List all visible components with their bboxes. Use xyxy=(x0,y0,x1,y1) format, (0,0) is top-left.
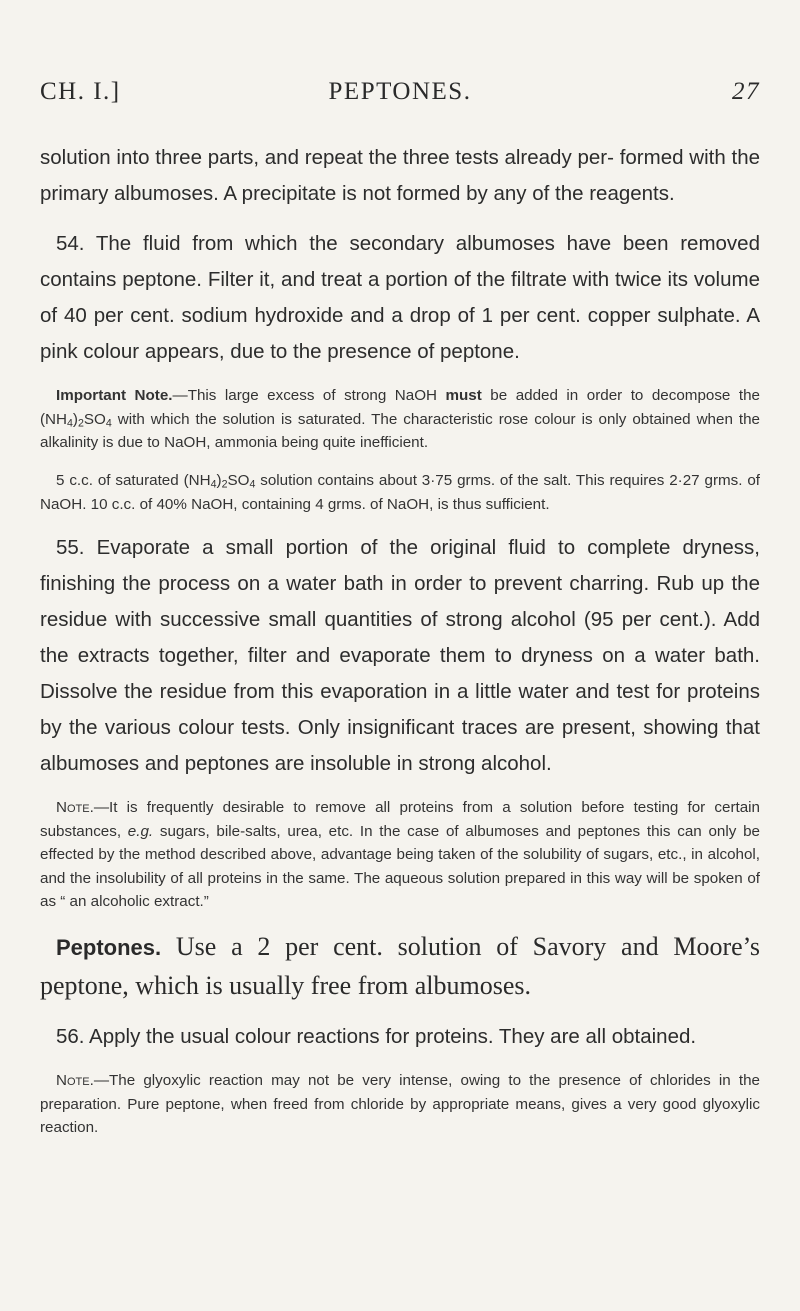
paragraph-55: 55. Evaporate a small portion of the original fluid to complete dryness, finishing the process on a water bath in order to prevent charring. Rub up the residue with successive small quantities of strong alcohol (95 per cent.). Add the extracts together, filter and evaporate them to dryness on a water bath. Dissolve the residue from this evaporation in a little water and test for proteins by the various colour tests. Only insignificant traces are present, showing that albumoses and peptones are insoluble in strong alcohol. xyxy=(40,536,760,775)
note-label: Note. xyxy=(56,1072,94,1089)
peptones-heading xyxy=(40,928,760,1005)
important-note-text: SO xyxy=(83,410,106,428)
note-text: sugars, bile-salts, urea, etc. In the case of albumoses and peptones this can only be effected by the method described above, advantage being taken of the solubility of sugars, etc., in alcohol, and the insolubility of all proteins in the same. The aqueous solution prepared in this way will be spoken of as “ an alcoholic extract.” xyxy=(40,822,760,910)
eg-abbreviation: e.g. xyxy=(127,822,154,840)
important-note-text: —This large excess of strong NaOH xyxy=(172,387,446,404)
subscript: 4 xyxy=(249,478,256,491)
peptones-heading-text: Use a 2 per cent. solution of Savory and Moore’s peptone, which is usually free from albumoses. xyxy=(40,932,760,1000)
paragraph-56: 56. Apply the usual colour reactions for proteins. They are all obtained. xyxy=(56,1025,697,1048)
important-note-label: Important Note. xyxy=(56,387,173,404)
calc-note-text: solution contains about 3·75 grms. of the salt. This requires 2·27 grms. of NaOH. 10 c.c. of 40% NaOH, containing 4 grms. of NaOH, is thus sufficient. xyxy=(40,472,761,513)
important-note xyxy=(40,384,760,455)
calc-note-text: 5 c.c. of saturated (NH xyxy=(56,472,211,489)
must-emphasis: must xyxy=(445,387,482,404)
note-text: —It is frequently desirable to remove all proteins from a solution before testing for certain substances, xyxy=(40,799,760,840)
chapter-label: CH. I.] xyxy=(40,78,121,105)
running-title: PEPTONES. xyxy=(328,78,472,105)
paragraph-54: 54. The fluid from which the secondary albumoses have been removed contains peptone. Filter it, and treat a portion of the filtrate with twice its volume of 40 per cent. sodium hydroxide and a drop of 1 per cent. copper sulphate. A pink colour appears, due to the presence of peptone. xyxy=(40,232,760,363)
important-note-text: with which the solution is saturated. The characteristic rose colour is only obtained when the alkalinity is due to NaOH, ammonia being quite inefficient. xyxy=(40,410,760,451)
important-note-text: be added in order to decompose the (NH xyxy=(40,387,760,428)
subscript: 2 xyxy=(221,478,228,491)
page-number: 27 xyxy=(732,78,760,105)
calculation-note xyxy=(40,469,760,516)
continuation-paragraph: solution into three parts, and repeat the three tests already per- formed with the primary albumoses. A precipitate is not formed by any of the reagents. xyxy=(40,146,760,205)
subscript: 4 xyxy=(105,417,112,430)
subscript: 4 xyxy=(67,417,73,430)
subscript: 4 xyxy=(210,478,217,491)
peptones-label: Peptones. xyxy=(56,935,162,960)
note-label: Note. xyxy=(56,799,94,816)
note-alcoholic-extract xyxy=(40,796,760,914)
running-header xyxy=(40,78,760,118)
note-glyoxylic xyxy=(40,1069,760,1140)
note-text: —The glyoxylic reaction may not be very intense, owing to the presence of chlorides in the preparation. Pure peptone, when freed from chloride by appropriate means, gives a very good glyoxylic reaction. xyxy=(40,1072,760,1136)
important-note-text: ) xyxy=(72,410,78,428)
calc-note-text: ) xyxy=(216,472,222,489)
calc-note-text: SO xyxy=(227,472,250,489)
subscript: 2 xyxy=(77,417,84,430)
